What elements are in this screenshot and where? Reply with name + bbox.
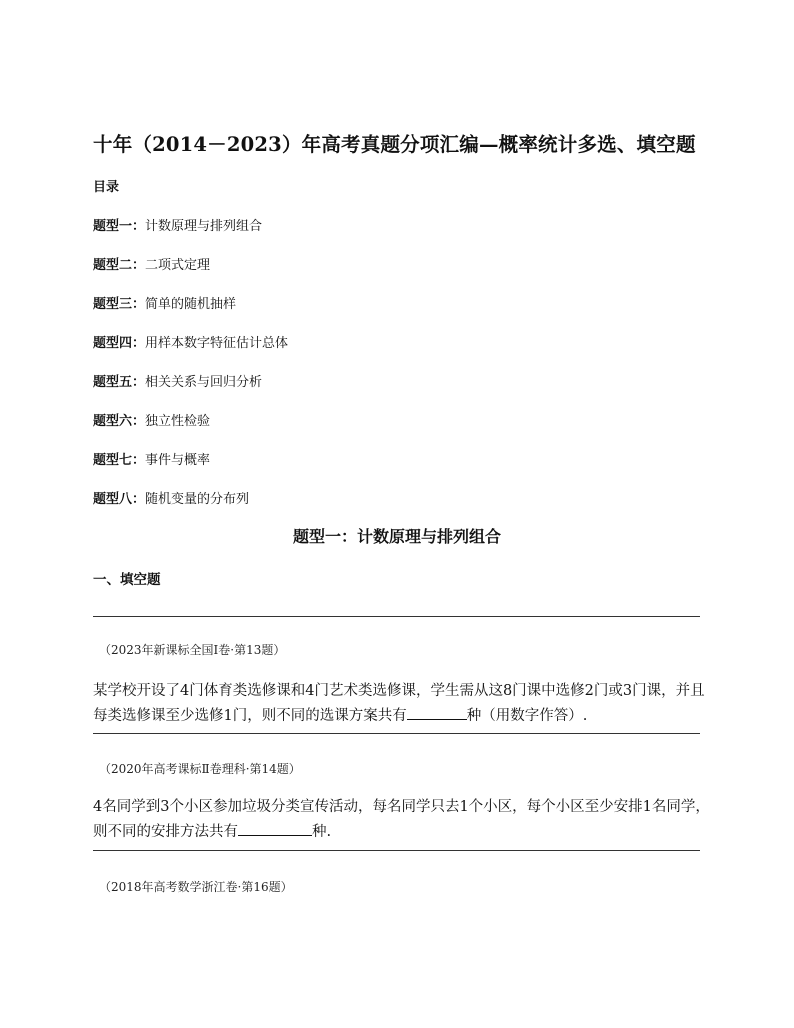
question-text (93, 795, 713, 845)
toc-item[interactable] (93, 332, 288, 351)
toc-item-label: 题型三： (93, 297, 146, 312)
toc-item-label: 题型八： (93, 492, 146, 507)
toc-item-text: 简单的随机抽样 (145, 297, 237, 312)
toc-item[interactable] (93, 449, 210, 468)
toc-item[interactable] (93, 215, 262, 234)
toc-item-label: 题型五： (93, 375, 146, 390)
toc-item-text: 事件与概率 (145, 453, 211, 468)
toc-item-label: 题型四： (93, 336, 146, 351)
toc-item-text: 相关关系与回归分析 (145, 375, 263, 390)
divider (93, 850, 700, 851)
toc-item-text: 二项式定理 (145, 258, 211, 273)
toc-item-label: 题型一： (93, 219, 146, 234)
question-source: （2020年高考课标Ⅱ卷理科·第14题） (99, 762, 301, 776)
toc-item-text: 独立性检验 (145, 414, 211, 429)
question-source: （2018年高考数学浙江卷·第16题） (99, 880, 293, 894)
answer-blank (407, 705, 467, 720)
question-text-part: 4名同学到3个小区参加垃圾分类宣传活动，每名同学只去1个小区，每个小区至少安排1名同学，则不同的安排方法共有 (93, 799, 710, 840)
toc-item-label: 题型七： (93, 453, 146, 468)
question-text-part: 种（用数字作答）. (466, 708, 588, 724)
toc-item-text: 用样本数字特征估计总体 (145, 336, 289, 351)
section-subheading: 一、填空题 (93, 572, 161, 588)
toc-item[interactable] (93, 254, 210, 273)
toc-item-label: 题型六： (93, 414, 146, 429)
divider (93, 733, 700, 734)
toc-item-text: 随机变量的分布列 (145, 492, 250, 507)
toc-item[interactable] (93, 371, 262, 390)
toc-item[interactable] (93, 488, 249, 507)
question-source: （2023年新课标全国Ⅰ卷·第13题） (99, 643, 286, 657)
toc-item-label: 题型二： (93, 258, 146, 273)
section-title: 题型一：计数原理与排列组合 (292, 527, 501, 546)
question-text (93, 679, 713, 729)
document-title: 十年（2014－2023）年高考真题分项汇编—概率统计多选、填空题 (93, 133, 696, 156)
question-text-part: 种. (312, 824, 332, 840)
toc-item-text: 计数原理与排列组合 (145, 219, 263, 234)
toc-item[interactable] (93, 293, 236, 312)
question-text-part: 某学校开设了4门体育类选修课和4门艺术类选修课，学生需从这8门课中选修2门或3门课，并且每类选修课至少选修1门，则不同的选课方案共有 (93, 683, 705, 724)
toc-item[interactable] (93, 410, 210, 429)
divider (93, 616, 700, 617)
answer-blank (238, 821, 312, 836)
toc-heading: 目录 (93, 180, 120, 195)
